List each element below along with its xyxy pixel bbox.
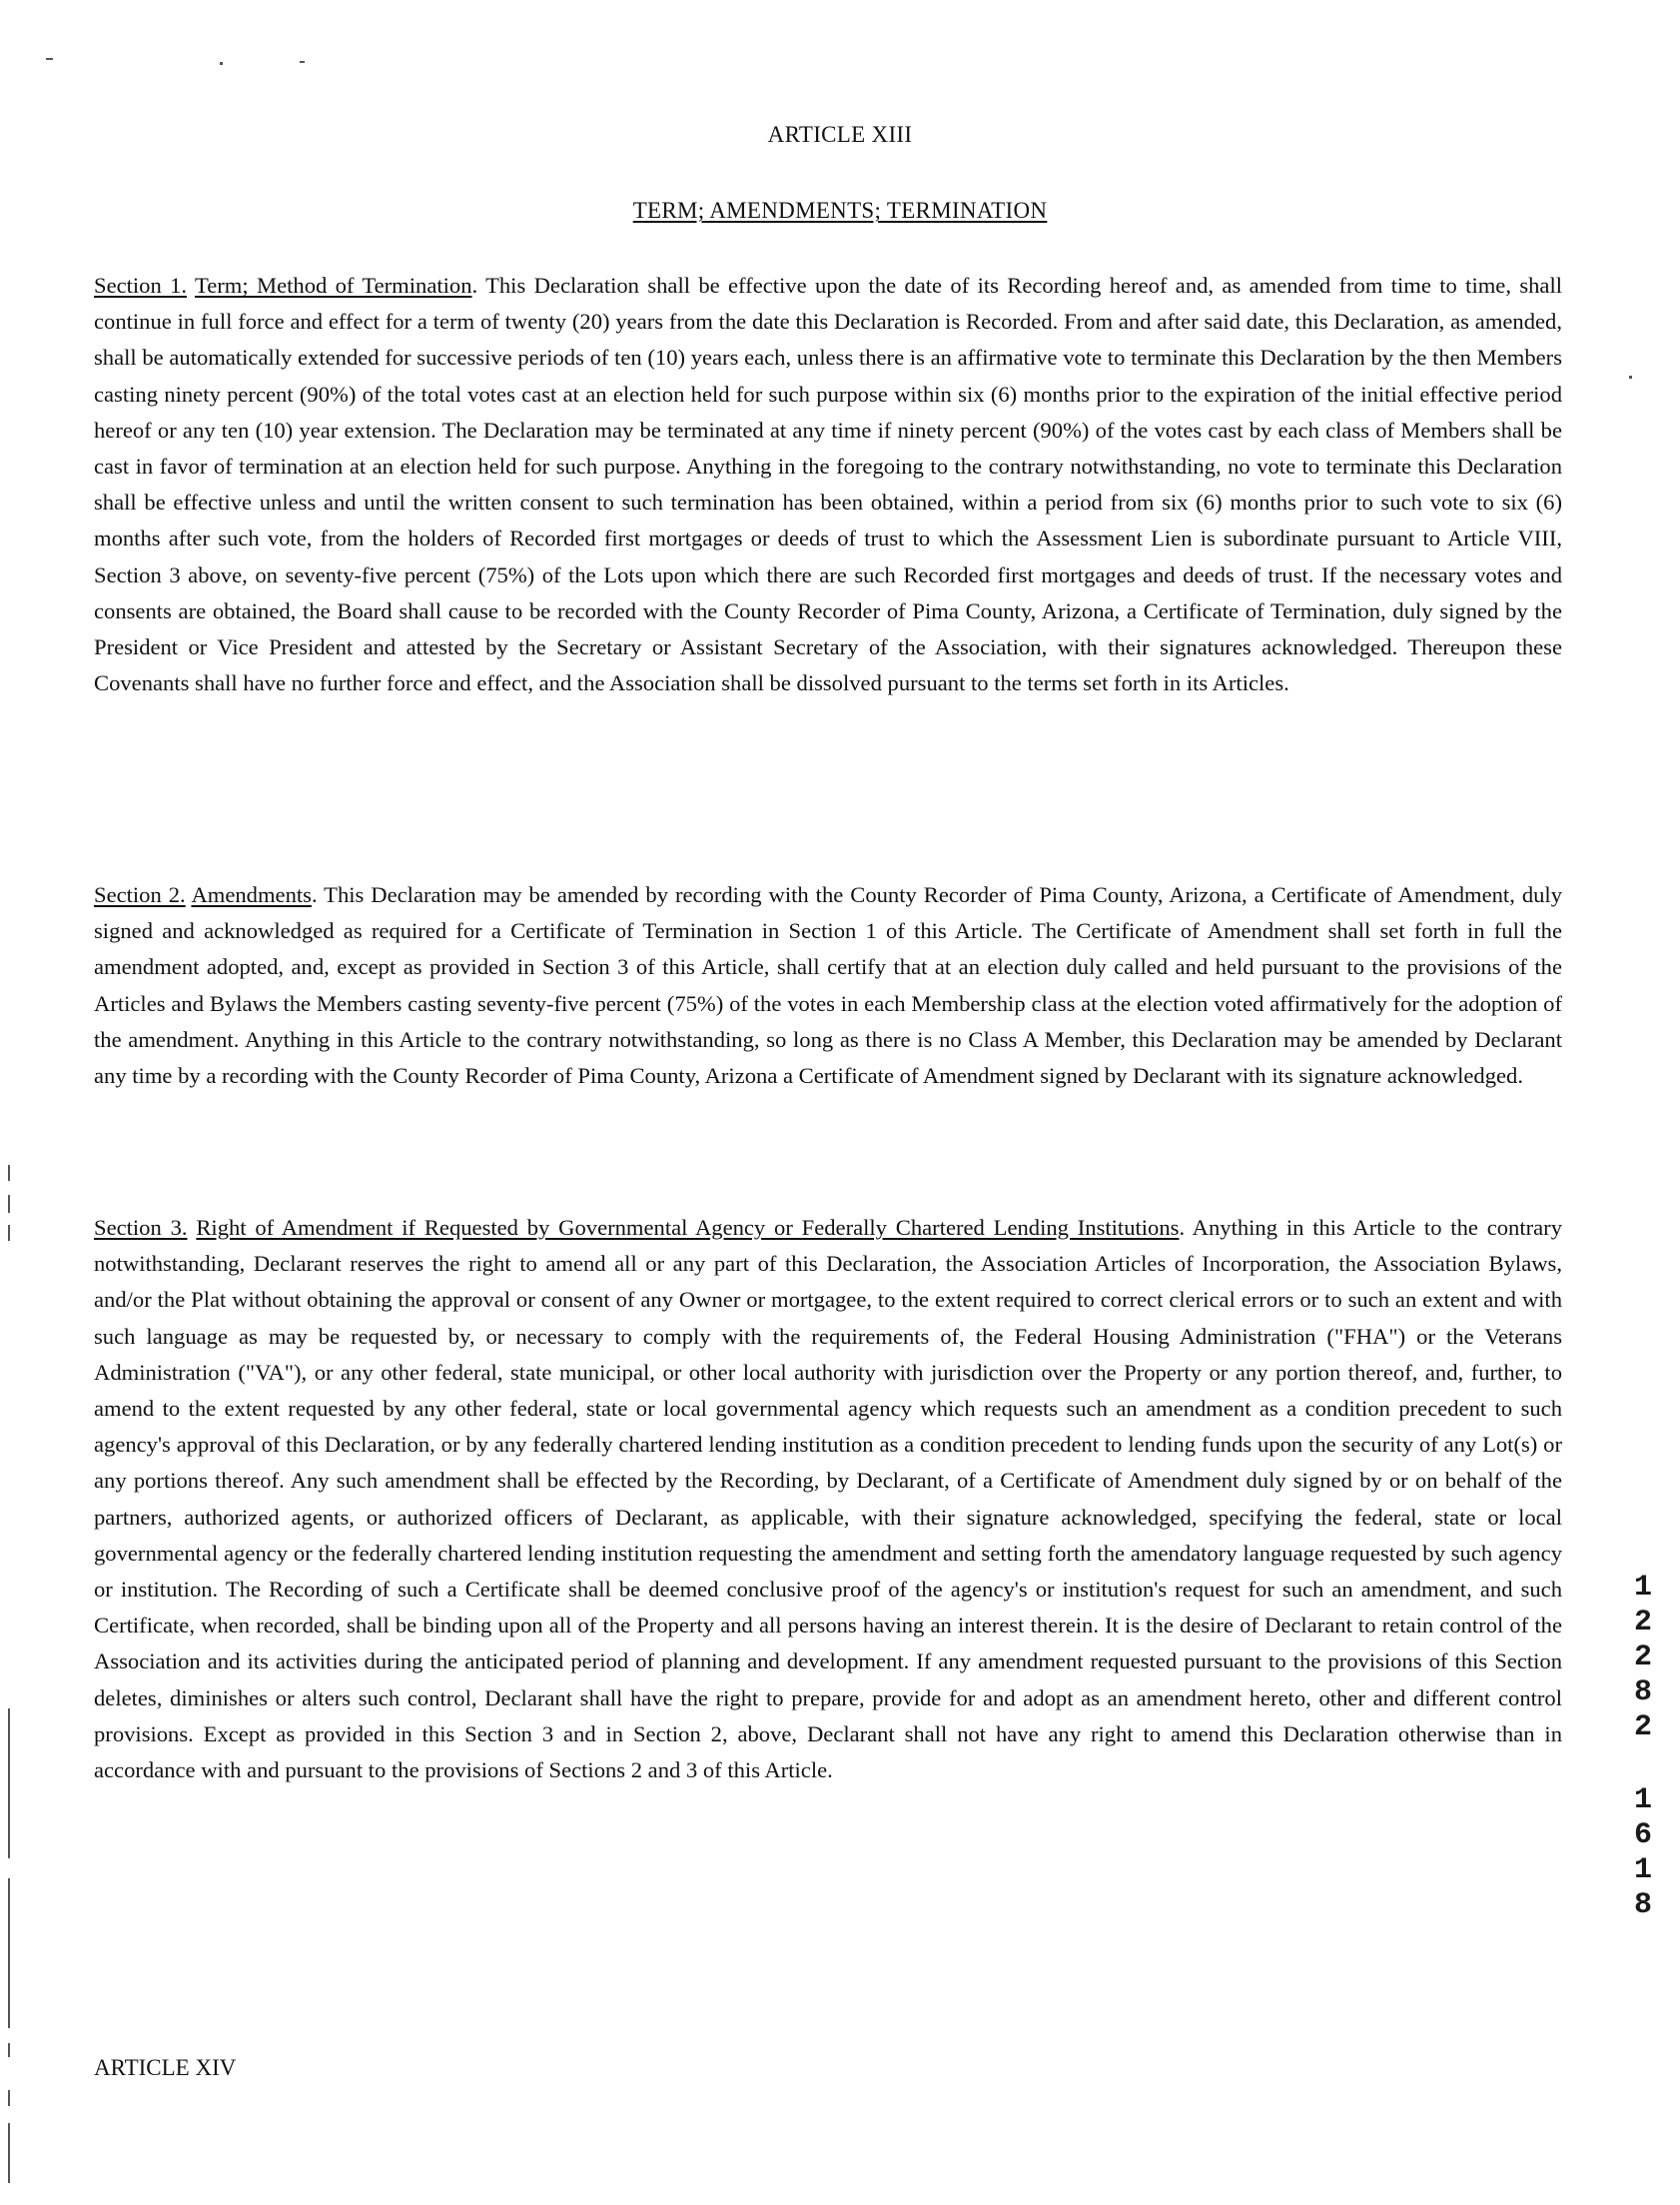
recording-digit: 2 xyxy=(1633,1710,1652,1744)
section-body: . Anything in this Article to the contrary notwithstanding, Declarant reserves the right to amend all or any part of this Declaration, the Association Articles of Incorporation, the Association Bylaws, and/or the Plat without obtaining the approval or consent of any Owner or mortgagee, to the extent required to correct clerical errors or to such an extent and with such language as may be requested by, or necessary to comply with the requirements of, the Federal Housing Administration ("FHA") or the Veterans Administration ("VA"), or any other federal, state municipal, or other local authority with jurisdiction over the Property or any portion thereof, and, further, to amend to the extent requested by any other federal, state or local governmental agency which requests such an amendment as a condition precedent to such agency's approval of this Declaration, or by any federally chartered lending institution as a condition precedent to lending funds upon the security of any Lot(s) or any portions thereof. Any such amendment shall be effected by the Recording, by Declarant, of a Certificate of Amendment duly signed by or on behalf of the partners, authorized agents, or authorized officers of Declarant, as applicable, with their signature acknowledged, specifying the federal, state or local governmental agency or the federally chartered lending institution requesting the amendment and setting forth the amendatory language requested by such agency or institution. The Recording of such a Certificate shall be deemed conclusive proof of the agency's or institution's request for such an amendment, and such Certificate, when recorded, shall be binding upon all of the Property and all persons having an interest therein. It is the desire of Declarant to retain control of the Association and its activities during the anticipated period of planning and development. If any amendment requested pursuant to the provisions of this Section deletes, diminishes or alters such control, Declarant shall have the right to prepare, provide for and adopt as an amendment hereto, other and different control provisions. Except as provided in this Section 3 and in Section 2, above, Declarant shall not have any right to amend this Declaration otherwise than in accordance with and pursuant to the provisions of Sections 2 and 3 of this Article. xyxy=(94,1215,1562,1783)
article-subtitle: TERM; AMENDMENTS; TERMINATION xyxy=(632,198,1048,223)
recording-number xyxy=(1626,1571,1660,1923)
recording-digit: 1 xyxy=(1633,1783,1652,1817)
scan-speck xyxy=(46,58,53,60)
scan-speck xyxy=(300,61,305,63)
section-body: . This Declaration may be amended by recording with the County Recorder of Pima County, Arizona, a Certificate of Amendment, duly signed and acknowledged as required for a Certificate of Termination in Section 1 of this Article. The Certificate of Amendment shall set forth in full the amendment adopted, and, except as provided in Section 3 of this Article, shall certify that at an election duly called and held pursuant to the provisions of the Articles and Bylaws the Members casting seventy-five percent (75%) of the votes in each Membership class at the election voted affirmatively for the adoption of the amendment. Anything in this Article to the contrary notwithstanding, so long as there is no Class A Member, this Declaration may be amended by Declarant any time by a recording with the County Recorder of Pima County, Arizona a Certificate of Amendment signed by Declarant with its signature acknowledged. xyxy=(94,882,1563,1089)
section-3 xyxy=(94,1210,1562,1788)
recording-digit: 8 xyxy=(1633,1888,1652,1922)
section-2 xyxy=(94,877,1562,1094)
recording-digit: 6 xyxy=(1633,1818,1652,1852)
section-body: . This Declaration shall be effective upon the date of its Recording hereof and, as amended from time to time, shall continue in full force and effect for a term of twenty (20) years from the date this Declaration is Recorded. From and after said date, this Declaration, as amended, shall be automatically extended for successive periods of ten (10) years each, unless there is an affirmative vote to terminate this Declaration by the then Members casting ninety percent (90%) of the total votes cast at an election held for such purpose within six (6) months prior to the expiration of the initial effective period hereof or any ten (10) year extension. The Declaration may be terminated at any time if ninety percent (90%) of the votes cast by each class of Members shall be cast in favor of termination at an election held for such purpose. Anything in the foregoing to the contrary notwithstanding, no vote to terminate this Declaration shall be effective unless and until the written consent to such termination has been obtained, within a period from six (6) months prior to such vote to six (6) months after such vote, from the holders of Recorded first mortgages or deeds of trust to which the Assessment Lien is subordinate pursuant to Article VIII, Section 3 above, on seventy-five percent (75%) of the Lots upon which there are such Recorded first mortgages and deeds of trust. If the necessary votes and consents are obtained, the Board shall cause to be recorded with the County Recorder of Pima County, Arizona, a Certificate of Termination, duly signed by the President or Vice President and attested by the Secretary or Assistant Secretary of the Association, with their signatures acknowledged. Thereupon these Covenants shall have no further force and effect, and the Association shall be dissolved pursuant to the terms set forth in its Articles. xyxy=(94,273,1563,696)
section-title: Term; Method of Termination xyxy=(195,273,472,298)
scan-line xyxy=(8,2090,10,2106)
recording-digit: 1 xyxy=(1633,1571,1652,1605)
section-number: Section 3. xyxy=(94,1215,188,1240)
scan-line xyxy=(8,2043,10,2057)
scan-line xyxy=(8,1878,10,2028)
section-title: Amendments xyxy=(191,882,312,907)
next-article-heading: ARTICLE XIV xyxy=(94,2055,237,2080)
scan-line xyxy=(8,1195,10,1213)
article-title: ARTICLE XIII xyxy=(767,122,913,147)
scan-speck xyxy=(220,62,223,65)
scan-line xyxy=(8,1708,10,1858)
scan-line xyxy=(8,1165,10,1181)
scan-line xyxy=(8,2123,10,2183)
section-1 xyxy=(94,268,1562,701)
scan-line xyxy=(8,1225,10,1241)
section-title: Right of Amendment if Requested by Governmental Agency or Federally Chartered Lending Institutions xyxy=(196,1215,1180,1240)
recording-digit: 8 xyxy=(1633,1675,1652,1709)
recording-digit: 2 xyxy=(1633,1641,1652,1674)
section-number: Section 2. xyxy=(94,882,186,907)
section-number: Section 1. xyxy=(94,273,188,298)
recording-digit: 1 xyxy=(1633,1853,1652,1887)
recording-digit: 2 xyxy=(1633,1606,1652,1640)
scan-speck xyxy=(1629,376,1632,379)
